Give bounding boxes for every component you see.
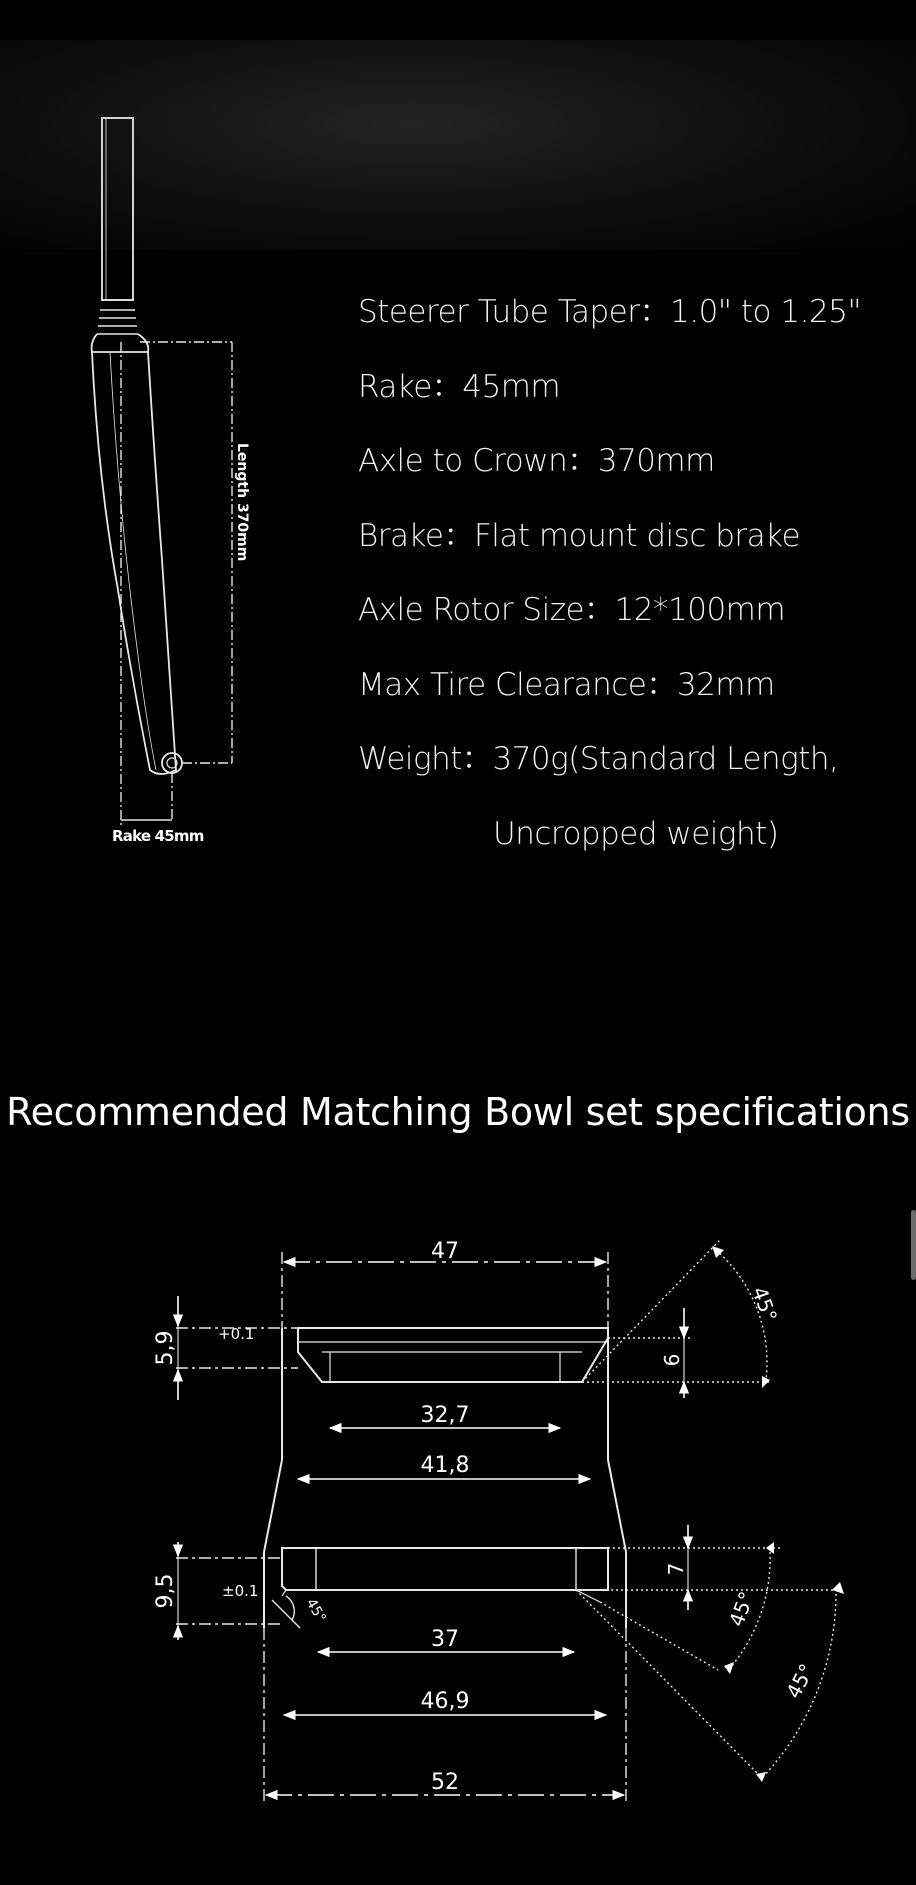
spec-weight-continued: Uncropped weight)	[493, 815, 779, 852]
bottom-tolerance-label: ±0.1	[222, 1582, 259, 1600]
bowl-set-heading: Recommended Matching Bowl set specifications	[6, 1090, 910, 1134]
bottom-angle-label-2: 45°	[781, 1659, 820, 1703]
bottom-inner-label-1: 37	[431, 1627, 459, 1652]
bottom-inner-label-2: 46,9	[420, 1689, 470, 1714]
spec-weight: Weight：370g(Standard Length,	[358, 741, 839, 777]
top-height-label: 5,9	[153, 1330, 178, 1366]
top-tolerance-label: +0.1	[218, 1325, 255, 1343]
scrollbar[interactable]	[911, 1210, 916, 1280]
top-angle-label: 45°	[747, 1283, 782, 1326]
top-cup	[298, 1328, 608, 1382]
bottom-angle-label-1: 45°	[724, 1588, 759, 1630]
spec-brake: Brake：Flat mount disc brake	[358, 517, 801, 554]
bottom-width-label: 52	[431, 1770, 459, 1795]
top-width-label: 47	[431, 1239, 459, 1264]
chamfer-angle-label: 45°	[302, 1596, 329, 1626]
bottom-cup-depth-label: 7	[664, 1562, 688, 1576]
top-cup-depth-label: 6	[660, 1353, 684, 1367]
top-inner-label-1: 32,7	[420, 1403, 470, 1428]
bottom-height-label: 9,5	[153, 1573, 178, 1609]
spec-axle-to-crown: Axle to Crown：370mm	[358, 443, 715, 479]
spec-axle-rotor: Axle Rotor Size：12*100mm	[358, 592, 786, 628]
rake-dimension-label: Rake 45mm	[112, 827, 204, 845]
length-dimension-label: Length 370mm	[234, 443, 250, 562]
spec-steerer: Steerer Tube Taper：1.0" to 1.25"	[358, 294, 862, 330]
top-inner-label-2: 41,8	[420, 1453, 470, 1478]
bottom-cup	[282, 1548, 608, 1590]
spec-tire-clearance: Max Tire Clearance：32mm	[358, 666, 775, 703]
spec-rake: Rake：45mm	[358, 368, 561, 405]
